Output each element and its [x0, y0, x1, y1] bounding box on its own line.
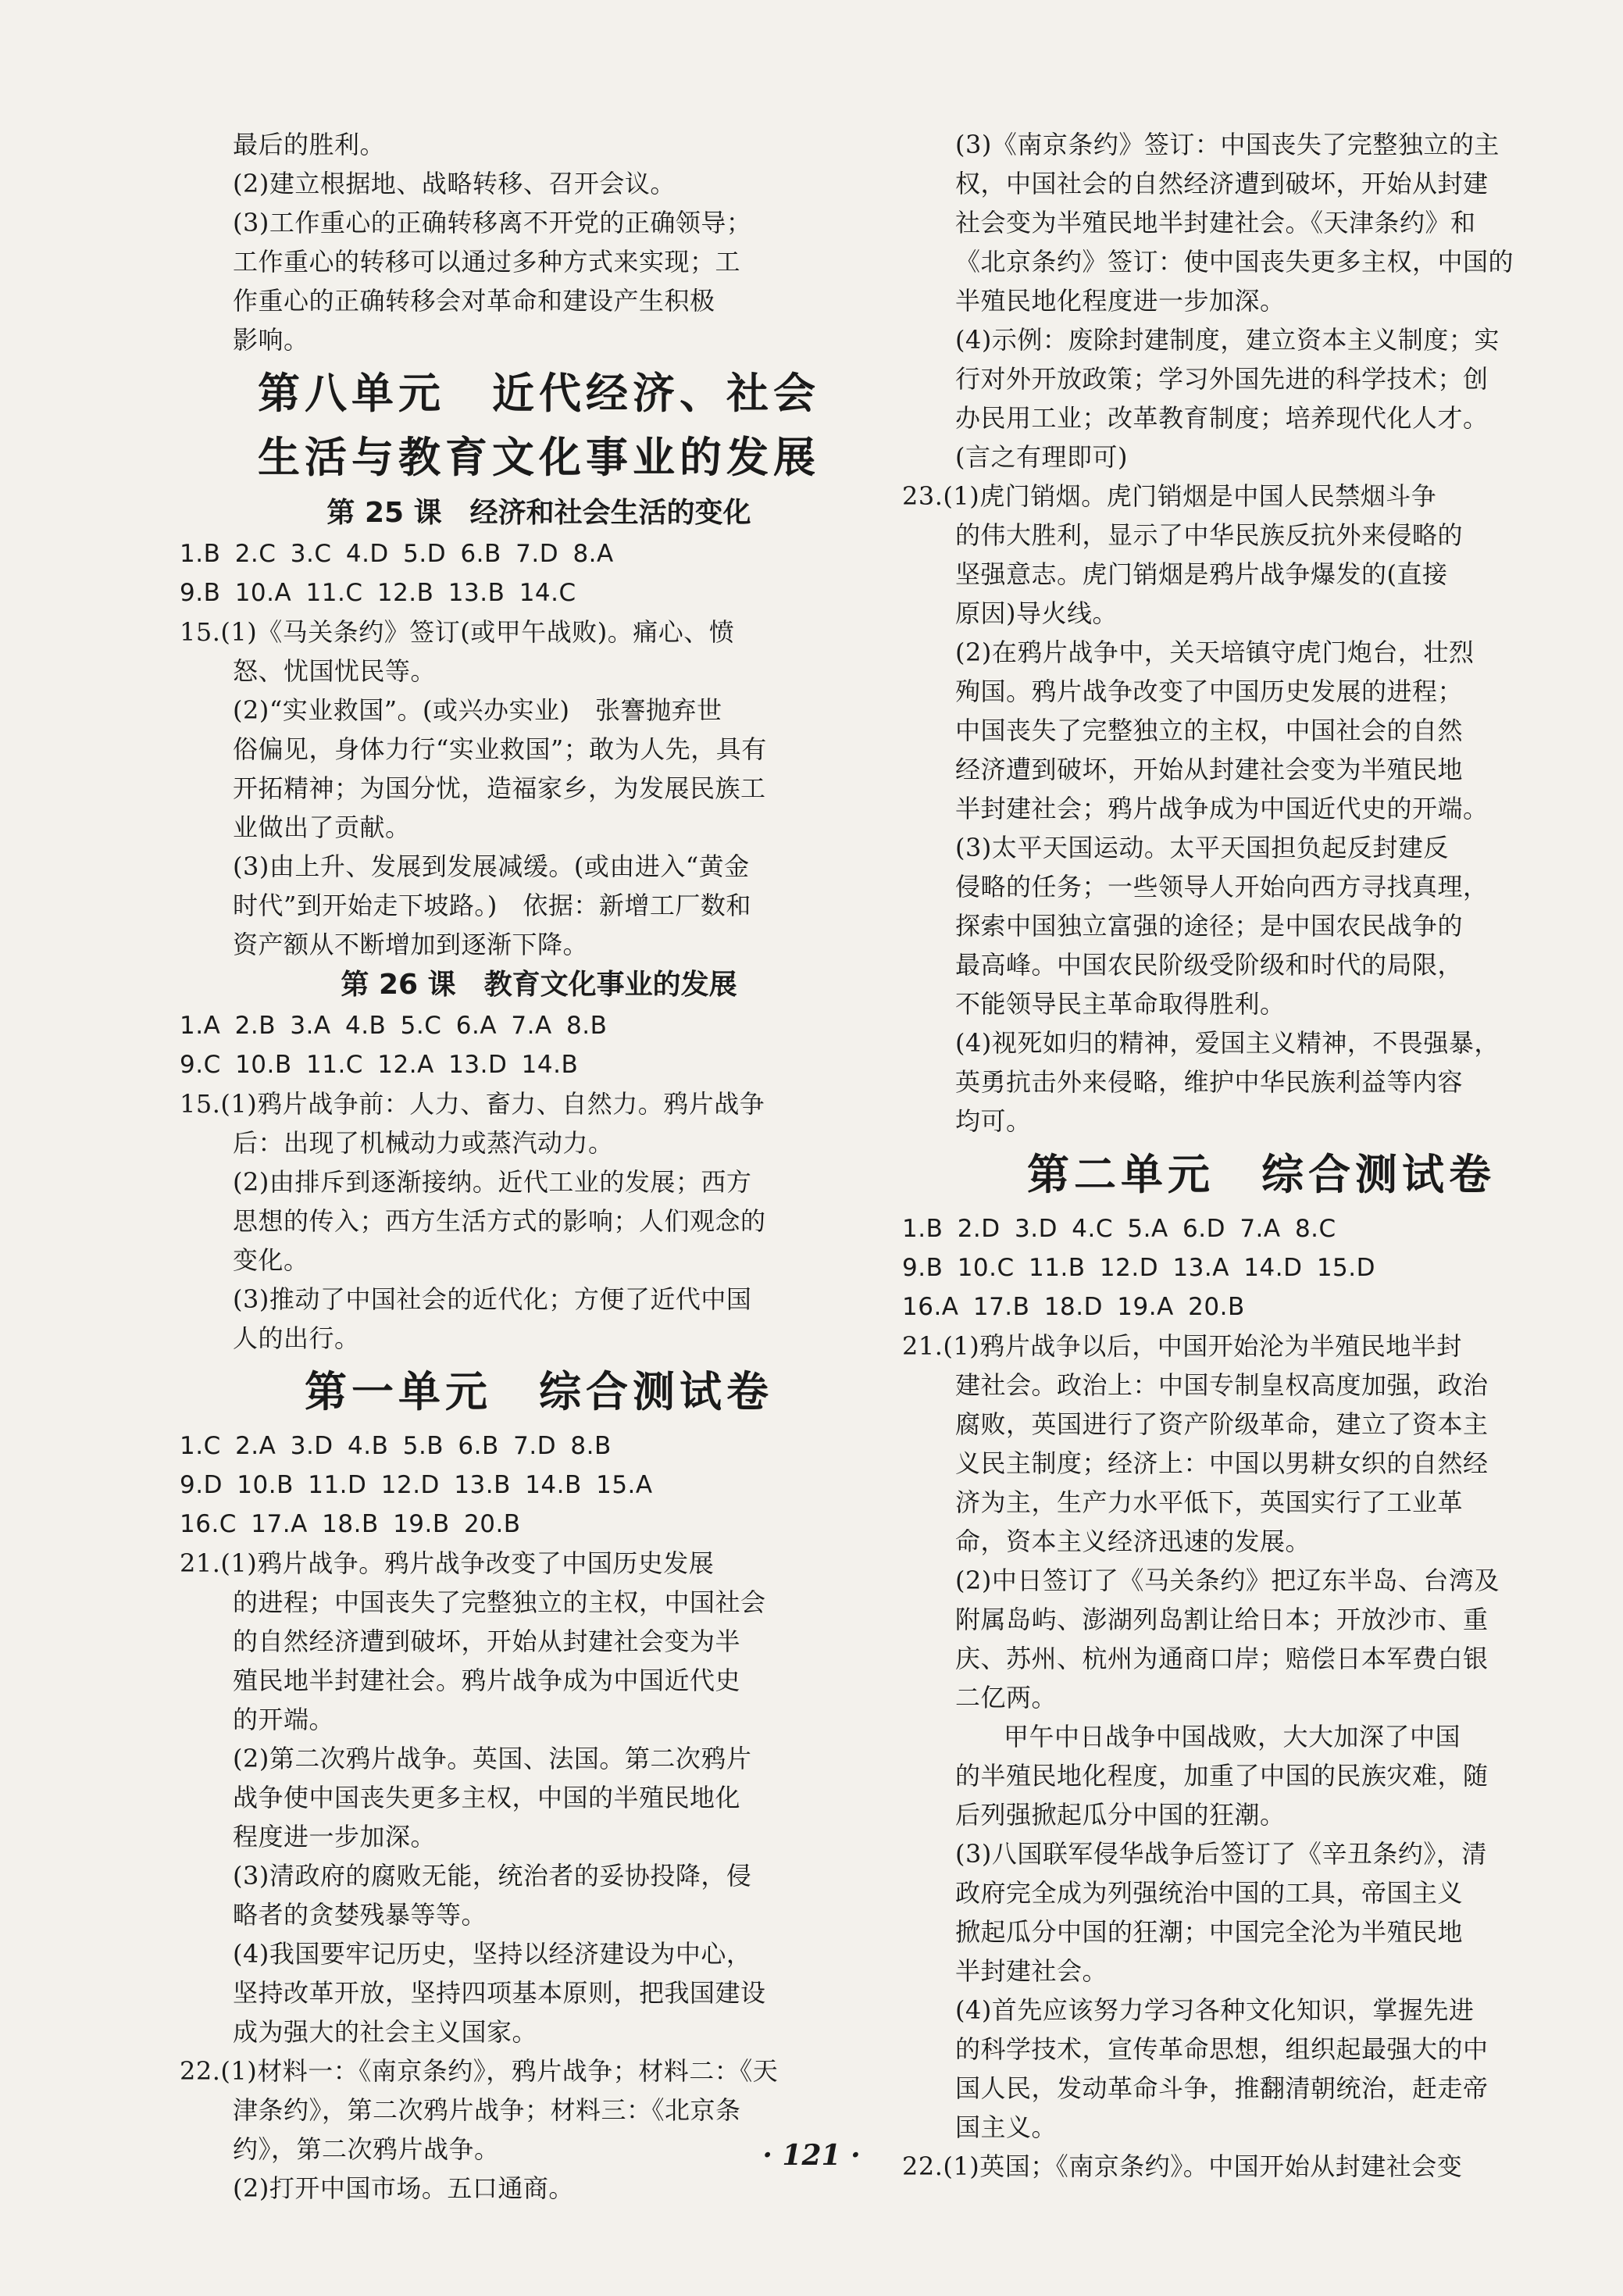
text-line: 9.C 10.B 11.C 12.A 13.D 14.B [180, 1051, 579, 1079]
text-line: 变化。 [233, 1245, 309, 1275]
text-line: 坚强意志。虎门销烟是鸦片战争爆发的(直接 [955, 559, 1448, 589]
text-line: 战争使中国丧失更多主权，中国的半殖民地化 [233, 1783, 741, 1812]
text-line: (4)示例：废除封建制度，建立资本主义制度；实 [955, 325, 1500, 355]
text-line: 最后的胜利。 [233, 130, 386, 159]
right-column [902, 125, 1621, 2186]
text-line: 原因)导火线。 [955, 598, 1118, 628]
text-line: 《北京条约》签订：使中国丧失更多主权，中国的 [955, 247, 1514, 277]
text-line: 坚持改革开放，坚持四项基本原则，把我国建设 [233, 1978, 766, 2008]
text-line: 办民用工业；改革教育制度；培养现代化人才。 [955, 403, 1489, 433]
text-line: 探索中国独立富强的途径；是中国农民战争的 [955, 911, 1464, 941]
text-line: (2)由排斥到逐渐接纳。近代工业的发展；西方 [233, 1167, 752, 1197]
text-line: 政府完全成为列强统治中国的工具，帝国主义 [955, 1878, 1464, 1908]
text-line: 俗偏见，身体力行“实业救国”；敢为人先，具有 [233, 734, 767, 764]
text-line: 的伟大胜利，显示了中华民族反抗外来侵略的 [955, 520, 1464, 550]
text-line: (2)打开中国市场。五口通商。 [233, 2173, 574, 2203]
text-line: 业做出了贡献。 [233, 812, 411, 842]
unit-title: 第二单元 综合测试卷 [1027, 1150, 1496, 1199]
text-line: 甲午中日战争中国战败，大大加深了中国 [1004, 1722, 1461, 1751]
text-line: (4)首先应该努力学习各种文化知识，掌握先进 [955, 1995, 1475, 2025]
text-line: (言之有理即可) [955, 442, 1128, 472]
page-number: · 121 · [762, 2139, 861, 2172]
text-line: 9.D 10.B 11.D 12.D 13.B 14.B 15.A [180, 1471, 653, 1499]
text-line: 最高峰。中国农民阶级受阶级和时代的局限， [955, 950, 1464, 980]
lesson-title: 第 25 课 经济和社会生活的变化 [326, 497, 751, 529]
text-line: 殖民地半封建社会。鸦片战争成为中国近代史 [233, 1666, 741, 1695]
text-line: 9.B 10.C 11.B 12.D 13.A 14.D 15.D [902, 1254, 1376, 1282]
text-line: 殉国。鸦片战争改变了中国历史发展的进程； [955, 677, 1464, 706]
text-line: 国人民，发动革命斗争，推翻清朝统治，赶走帝 [955, 2073, 1489, 2103]
text-line: (3)由上升、发展到发展减缓。(或由进入“黄金 [233, 852, 750, 881]
text-line: 16.A 17.B 18.D 19.A 20.B [902, 1293, 1245, 1321]
text-line: 1.B 2.D 3.D 4.C 5.A 6.D 7.A 8.C [902, 1215, 1336, 1243]
text-line: 1.C 2.A 3.D 4.B 5.B 6.B 7.D 8.B [180, 1432, 612, 1460]
text-line: 1.B 2.C 3.C 4.D 5.D 6.B 7.D 8.A [180, 540, 614, 568]
text-line: 社会变为半殖民地半封建社会。《天津条约》和 [955, 208, 1476, 237]
text-line: 成为强大的社会主义国家。 [233, 2017, 538, 2047]
text-line: 英勇抗击外来侵略，维护中华民族利益等内容 [955, 1067, 1464, 1097]
text-line: 国主义。 [955, 2112, 1058, 2142]
unit-title: 生活与教育文化事业的发展 [258, 433, 820, 482]
text-line: 的开端。 [233, 1705, 335, 1734]
text-line: (2)第二次鸦片战争。英国、法国。第二次鸦片 [233, 1744, 752, 1773]
text-line: (2)在鸦片战争中，关天培镇守虎门炮台，壮烈 [955, 637, 1475, 667]
text-line: (2)“实业救国”。(或兴办实业) 张謇抛弃世 [233, 695, 722, 725]
text-line: 侵略的任务；一些领导人开始向西方寻找真理， [955, 872, 1489, 902]
text-line: (4)我国要牢记历史，坚持以经济建设为中心， [233, 1939, 752, 1969]
text-line: 人的出行。 [233, 1323, 360, 1353]
text-line: 开拓精神；为国分忧，造福家乡，为发展民族工 [233, 773, 766, 803]
unit-title: 第一单元 综合测试卷 [305, 1367, 773, 1416]
text-line: 义民主制度；经济上：中国以男耕女织的自然经 [955, 1448, 1489, 1478]
text-line: 命，资本主义经济迅速的发展。 [955, 1527, 1311, 1556]
text-line: (3)《南京条约》签订：中国丧失了完整独立的主 [955, 130, 1500, 159]
text-line: 附属岛屿、澎湖列岛割让给日本；开放沙市、重 [955, 1605, 1489, 1634]
text-line: 腐败，英国进行了资产阶级革命，建立了资本主 [955, 1409, 1489, 1439]
text-line: 二亿两。 [955, 1683, 1058, 1712]
text-line: 中国丧失了完整独立的主权，中国社会的自然 [955, 716, 1464, 745]
text-line: 行对外开放政策；学习外国先进的科学技术；创 [955, 364, 1489, 394]
text-line: (3)八国联军侵华战争后签订了《辛丑条约》，清 [955, 1839, 1487, 1869]
text-line: 1.A 2.B 3.A 4.B 5.C 6.A 7.A 8.B [180, 1012, 608, 1040]
text-line: 津条约》，第二次鸦片战争；材料三：《北京条 [233, 2095, 741, 2125]
text-line: 掀起瓜分中国的狂潮；中国完全沦为半殖民地 [955, 1917, 1464, 1947]
text-line: 15.(1)《马关条约》签订(或甲午战败)。痛心、愤 [180, 617, 735, 647]
text-line: 济为主，生产力水平低下，英国实行了工业革 [955, 1487, 1464, 1517]
text-line: 21.(1)鸦片战争以后，中国开始沦为半殖民地半封 [902, 1331, 1462, 1361]
text-line: 工作重心的转移可以通过多种方式来实现；工 [233, 247, 741, 277]
text-line: 半封建社会；鸦片战争成为中国近代史的开端。 [955, 794, 1489, 823]
text-line: 半殖民地化程度进一步加深。 [955, 286, 1286, 316]
text-line: 不能领导民主革命取得胜利。 [955, 989, 1286, 1019]
text-line: 建社会。政治上：中国专制皇权高度加强，政治 [955, 1370, 1489, 1400]
text-line: 的自然经济遭到破坏，开始从封建社会变为半 [233, 1626, 741, 1656]
text-line: 的半殖民地化程度，加重了中国的民族灾难，随 [955, 1761, 1489, 1791]
text-line: 约》，第二次鸦片战争。 [233, 2134, 500, 2164]
text-line: (3)工作重心的正确转移离不开党的正确领导； [233, 208, 752, 237]
text-line: 资产额从不断增加到逐渐下降。 [233, 930, 589, 959]
text-line: 的进程；中国丧失了完整独立的主权，中国社会 [233, 1587, 766, 1617]
text-line: 后列强掀起瓜分中国的狂潮。 [955, 1800, 1286, 1830]
text-line: 时代”到开始走下坡路。) 依据：新增工厂数和 [233, 891, 751, 920]
text-line: 庆、苏州、杭州为通商口岸；赔偿日本军费白银 [955, 1644, 1489, 1673]
text-line: 略者的贪婪残暴等等。 [233, 1900, 487, 1930]
text-line: (2)建立根据地、战略转移、召开会议。 [233, 169, 676, 198]
text-line: 的科学技术，宣传革命思想，组织起最强大的中 [955, 2034, 1489, 2064]
text-line: (3)清政府的腐败无能，统治者的妥协投降，侵 [233, 1861, 752, 1891]
text-line: 怒、忧国忧民等。 [233, 656, 437, 686]
text-line: 16.C 17.A 18.B 19.B 20.B [180, 1510, 521, 1538]
text-line: 15.(1)鸦片战争前：人力、畜力、自然力。鸦片战争 [180, 1089, 765, 1119]
text-line: 程度进一步加深。 [233, 1822, 437, 1851]
text-line: 影响。 [233, 325, 309, 355]
text-line: 9.B 10.A 11.C 12.B 13.B 14.C [180, 579, 576, 607]
text-line: 22.(1)英国；《南京条约》。中国开始从封建社会变 [902, 2151, 1463, 2181]
text-line: 思想的传入；西方生活方式的影响；人们观念的 [233, 1206, 766, 1236]
unit-title: 第八单元 近代经济、社会 [258, 369, 820, 418]
text-line: 经济遭到破坏，开始从封建社会变为半殖民地 [955, 755, 1464, 784]
text-line: (2)中日签订了《马关条约》把辽东半岛、台湾及 [955, 1566, 1500, 1595]
text-line: 23.(1)虎门销烟。虎门销烟是中国人民禁烟斗争 [902, 481, 1437, 511]
text-line: (4)视死如归的精神，爱国主义精神，不畏强暴， [955, 1028, 1500, 1058]
text-line: 均可。 [955, 1106, 1032, 1136]
text-line: (3)推动了中国社会的近代化；方便了近代中国 [233, 1284, 752, 1314]
text-line: (3)太平天国运动。太平天国担负起反封建反 [955, 833, 1449, 862]
text-line: 半封建社会。 [955, 1956, 1108, 1986]
lesson-title: 第 26 课 教育文化事业的发展 [341, 969, 737, 1001]
text-line: 作重心的正确转移会对革命和建设产生积极 [233, 286, 715, 316]
text-line: 权，中国社会的自然经济遭到破坏，开始从封建 [955, 169, 1489, 198]
text-line: 22.(1)材料一：《南京条约》，鸦片战争；材料二：《天 [180, 2056, 779, 2086]
text-line: 后：出现了机械动力或蒸汽动力。 [233, 1128, 614, 1158]
text-line: 21.(1)鸦片战争。鸦片战争改变了中国历史发展 [180, 1548, 715, 1578]
left-column [180, 125, 898, 2208]
